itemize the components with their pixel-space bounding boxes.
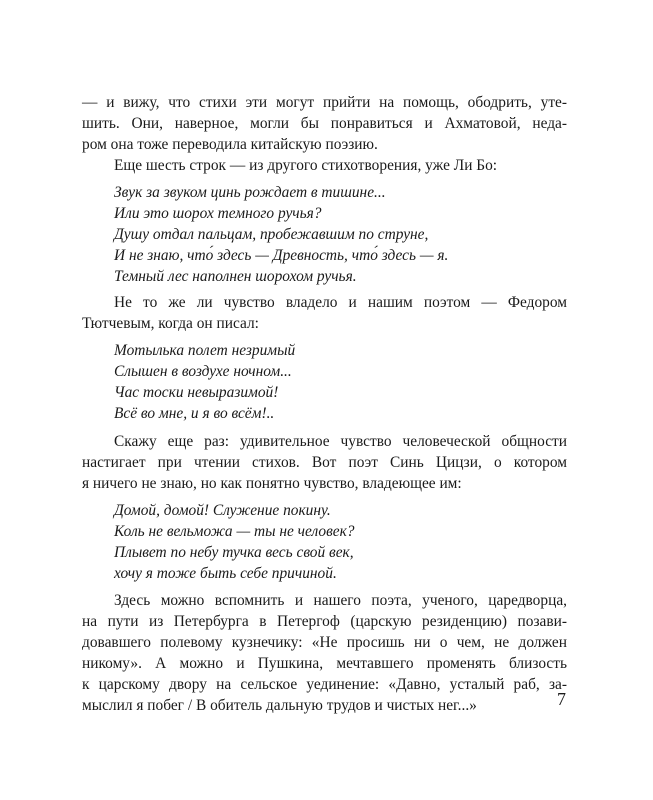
verse-line: Мотылька полет незримый bbox=[114, 342, 296, 359]
paragraph-line: Скажу еще раз: удивительное чувство человеческой общности bbox=[114, 433, 567, 450]
paragraph-line: мыслил я побег / В обитель дальную трудов и чистых нег...» bbox=[82, 697, 477, 714]
verse-line: Час тоски невыразимой! bbox=[114, 384, 279, 401]
verse-line: Темный лес наполнен шорохом ручья. bbox=[114, 268, 357, 285]
verse-line: Звук за звуком цинь рождает в тишине... bbox=[114, 184, 386, 201]
paragraph-line: довавшего полевому кузнечику: «Не просишь ни о чем, не должен bbox=[82, 634, 567, 651]
paragraph-line: Тютчевым, когда он писал: bbox=[82, 315, 259, 332]
page-number: 7 bbox=[557, 689, 566, 709]
paragraph-line: Еще шесть строк — из другого стихотворения, уже Ли Бо: bbox=[114, 157, 498, 174]
verse-line: Душу отдал пальцам, пробежавшим по струне, bbox=[114, 226, 429, 243]
paragraph-line: никому». А можно и Пушкина, мечтавшего променять близость bbox=[82, 655, 567, 672]
verse-line: И не знаю, что́ здесь — Древность, что́ здесь — я. bbox=[114, 247, 449, 264]
verse-line: Всё во мне, и я во всём!.. bbox=[114, 405, 275, 422]
verse-line: Плывет по небу тучка весь свой век, bbox=[114, 544, 354, 561]
verse-line: хочу я тоже быть себе причиной. bbox=[114, 565, 337, 582]
verse-line: Коль не вельможа — ты не человек? bbox=[114, 523, 355, 540]
paragraph-line: я ничего не знаю, но как понятно чувство, владеющее им: bbox=[82, 475, 462, 492]
verse-line: Слышен в воздухе ночном... bbox=[114, 363, 292, 380]
verse-line: Или это шорох темного ручья? bbox=[114, 205, 322, 222]
verse-line: Домой, домой! Служение покину. bbox=[114, 502, 331, 519]
paragraph-line: — и вижу, что стихи эти могут прийти на помощь, ободрить, уте- bbox=[82, 94, 567, 111]
paragraph-line: на пути из Петербурга в Петергоф (царскую резиденцию) позави- bbox=[82, 613, 567, 630]
paragraph-line: Здесь можно вспомнить и нашего поэта, ученого, царедворца, bbox=[114, 592, 567, 609]
paragraph-line: настигает при чтении стихов. Вот поэт Синь Цицзи, о котором bbox=[82, 454, 567, 471]
paragraph-line: к царскому двору на сельское уединение: «Давно, усталый раб, за- bbox=[82, 676, 567, 693]
paragraph-line: ром она тоже переводила китайскую поэзию. bbox=[82, 136, 378, 153]
paragraph-line: Не то же ли чувство владело и нашим поэтом — Федором bbox=[114, 294, 567, 311]
paragraph-line: шить. Они, наверное, могли бы понравиться и Ахматовой, неда- bbox=[82, 115, 567, 132]
